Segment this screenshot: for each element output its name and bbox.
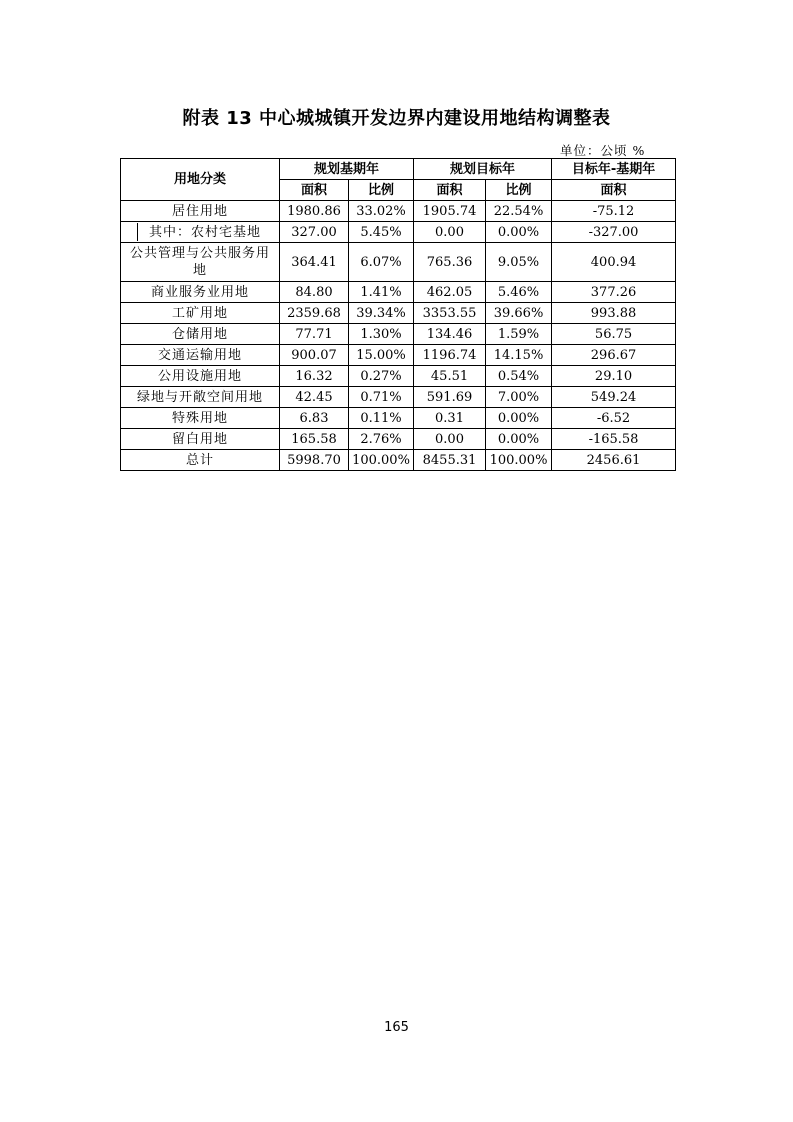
unit-label: 单位：公顷 % — [560, 143, 646, 158]
base-area-cell: 1980.86 — [280, 201, 349, 222]
diff-area-cell: 296.67 — [552, 345, 676, 366]
base-area-cell: 6.83 — [280, 408, 349, 429]
diff-area-cell: 56.75 — [552, 324, 676, 345]
base-ratio-cell: 0.71% — [349, 387, 414, 408]
category-cell: 居住用地 — [121, 201, 280, 222]
category-cell: 总计 — [121, 450, 280, 471]
target-area-cell: 462.05 — [414, 282, 486, 303]
table-row — [121, 243, 676, 282]
diff-area-cell: 993.88 — [552, 303, 676, 324]
header-target-ratio: 比例 — [486, 180, 552, 201]
header-base-year: 规划基期年 — [280, 159, 414, 180]
target-ratio-cell: 0.00% — [486, 429, 552, 450]
diff-area-cell: -6.52 — [552, 408, 676, 429]
header-land-category: 用地分类 — [121, 159, 280, 201]
category-cell: 工矿用地 — [121, 303, 280, 324]
indent-marker — [137, 223, 138, 241]
table-row — [121, 324, 676, 345]
table-row — [121, 282, 676, 303]
target-ratio-cell: 0.54% — [486, 366, 552, 387]
target-area-cell: 1905.74 — [414, 201, 486, 222]
table-row — [121, 303, 676, 324]
diff-area-cell: 2456.61 — [552, 450, 676, 471]
header-target-area: 面积 — [414, 180, 486, 201]
category-cell — [121, 222, 280, 243]
table-row — [121, 429, 676, 450]
header-difference: 目标年-基期年 — [552, 159, 676, 180]
diff-area-cell: -75.12 — [552, 201, 676, 222]
header-base-area: 面积 — [280, 180, 349, 201]
target-area-cell: 3353.55 — [414, 303, 486, 324]
header-base-ratio: 比例 — [349, 180, 414, 201]
target-area-cell: 8455.31 — [414, 450, 486, 471]
target-area-cell: 0.00 — [414, 222, 486, 243]
target-area-cell: 1196.74 — [414, 345, 486, 366]
target-ratio-cell: 14.15% — [486, 345, 552, 366]
target-ratio-cell: 0.00% — [486, 222, 552, 243]
base-ratio-cell: 0.27% — [349, 366, 414, 387]
category-label: 其中：农村宅基地 — [149, 224, 262, 240]
base-ratio-cell: 100.00% — [349, 450, 414, 471]
diff-area-cell: 400.94 — [552, 243, 676, 282]
base-area-cell: 364.41 — [280, 243, 349, 282]
base-area-cell: 165.58 — [280, 429, 349, 450]
category-cell: 特殊用地 — [121, 408, 280, 429]
base-ratio-cell: 2.76% — [349, 429, 414, 450]
diff-area-cell: -165.58 — [552, 429, 676, 450]
target-area-cell: 591.69 — [414, 387, 486, 408]
base-ratio-cell: 6.07% — [349, 243, 414, 282]
base-area-cell: 16.32 — [280, 366, 349, 387]
header-row-1 — [121, 159, 676, 180]
target-ratio-cell: 0.00% — [486, 408, 552, 429]
target-area-cell: 134.46 — [414, 324, 486, 345]
table-row — [121, 408, 676, 429]
target-ratio-cell: 5.46% — [486, 282, 552, 303]
base-area-cell: 5998.70 — [280, 450, 349, 471]
target-ratio-cell: 1.59% — [486, 324, 552, 345]
diff-area-cell: 377.26 — [552, 282, 676, 303]
base-ratio-cell: 39.34% — [349, 303, 414, 324]
diff-area-cell: -327.00 — [552, 222, 676, 243]
diff-area-cell: 29.10 — [552, 366, 676, 387]
category-cell: 绿地与开敞空间用地 — [121, 387, 280, 408]
target-ratio-cell: 7.00% — [486, 387, 552, 408]
category-cell: 公共管理与公共服务用地 — [121, 243, 280, 282]
header-diff-area: 面积 — [552, 180, 676, 201]
base-area-cell: 42.45 — [280, 387, 349, 408]
base-area-cell: 84.80 — [280, 282, 349, 303]
base-ratio-cell: 33.02% — [349, 201, 414, 222]
header-target-year: 规划目标年 — [414, 159, 552, 180]
base-area-cell: 2359.68 — [280, 303, 349, 324]
base-ratio-cell: 1.30% — [349, 324, 414, 345]
table-row — [121, 387, 676, 408]
base-ratio-cell: 5.45% — [349, 222, 414, 243]
target-ratio-cell: 22.54% — [486, 201, 552, 222]
base-ratio-cell: 15.00% — [349, 345, 414, 366]
base-area-cell: 77.71 — [280, 324, 349, 345]
target-area-cell: 0.31 — [414, 408, 486, 429]
base-ratio-cell: 0.11% — [349, 408, 414, 429]
target-ratio-cell: 9.05% — [486, 243, 552, 282]
category-cell: 交通运输用地 — [121, 345, 280, 366]
diff-area-cell: 549.24 — [552, 387, 676, 408]
table-row — [121, 222, 676, 243]
target-area-cell: 45.51 — [414, 366, 486, 387]
category-cell: 公用设施用地 — [121, 366, 280, 387]
table-row — [121, 345, 676, 366]
target-area-cell: 765.36 — [414, 243, 486, 282]
table-row — [121, 201, 676, 222]
table-title: 附表 13 中心城城镇开发边界内建设用地结构调整表 — [182, 108, 611, 129]
page-number: 165 — [384, 1020, 409, 1035]
category-cell: 商业服务业用地 — [121, 282, 280, 303]
base-area-cell: 900.07 — [280, 345, 349, 366]
table-row — [121, 366, 676, 387]
category-cell: 仓储用地 — [121, 324, 280, 345]
target-area-cell: 0.00 — [414, 429, 486, 450]
table-row-total — [121, 450, 676, 471]
land-use-table — [120, 158, 676, 471]
base-ratio-cell: 1.41% — [349, 282, 414, 303]
target-ratio-cell: 100.00% — [486, 450, 552, 471]
base-area-cell: 327.00 — [280, 222, 349, 243]
target-ratio-cell: 39.66% — [486, 303, 552, 324]
category-cell: 留白用地 — [121, 429, 280, 450]
